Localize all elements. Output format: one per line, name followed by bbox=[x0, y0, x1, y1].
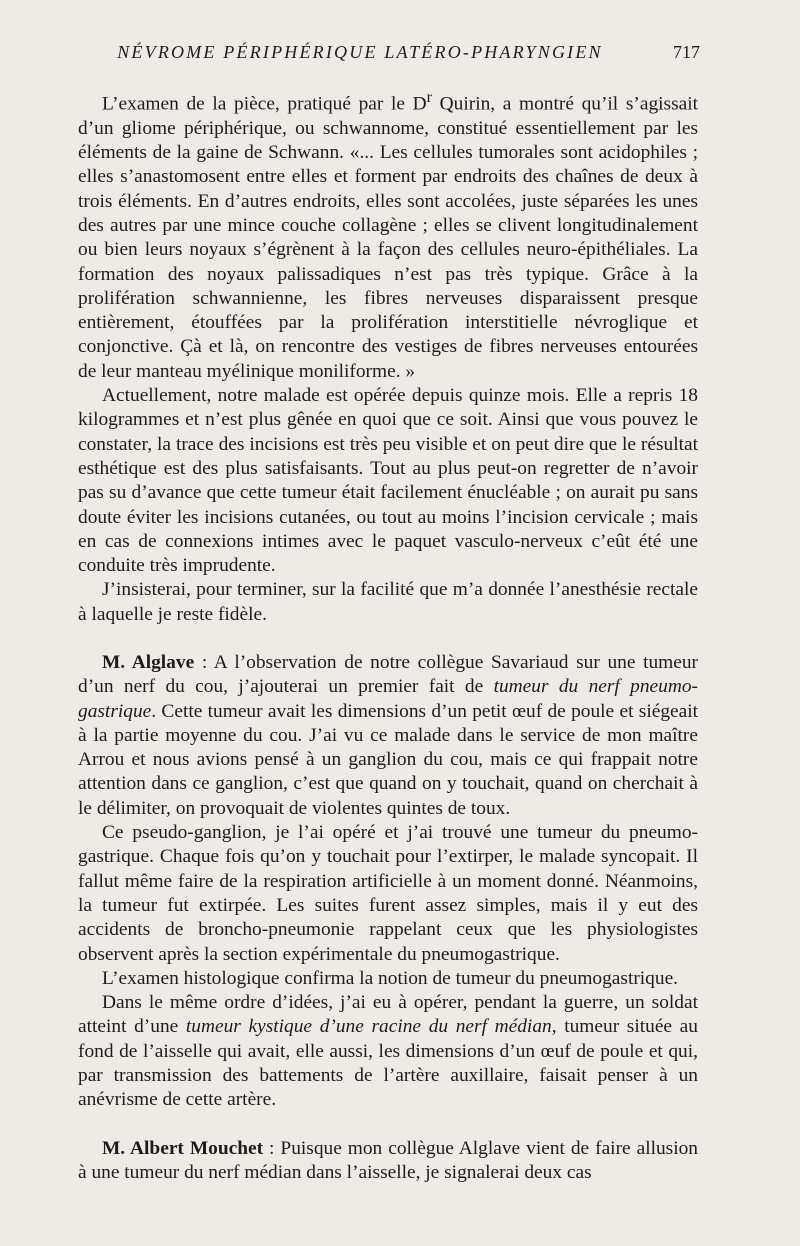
speaker-name: M. Albert Mouchet bbox=[102, 1137, 264, 1159]
body-text bbox=[78, 86, 698, 1185]
text-run: , tumeur située au fond de l’aisselle qui avait, elle aussi, les dimensions d’un œuf de poule et qui, par transmission des battements de l’artère auxillaire, faisait penser à un anévrisme de cette artère. bbox=[78, 1016, 698, 1111]
text-run: L’examen de la pièce, pratiqué par le D bbox=[102, 93, 427, 115]
italic-text: tumeur kystique d’une racine du nerf médian bbox=[185, 1016, 552, 1038]
superscript: r bbox=[426, 89, 433, 106]
text-run: . Cette tumeur avait les dimensions d’un petit œuf de poule et siégeait à la partie moyenne du cou. J’ai vu ce malade dans le service de mon maître Arrou et nous avions pensé à un ganglion du cou, mais ce qui frappait notre attention dans ce ganglion, c’est que quand on y touchait, quand on cherchait à le délimiter, on provoquait de violentes quintes de toux. bbox=[78, 700, 698, 819]
paragraph-alglave bbox=[78, 651, 698, 821]
paragraph-histology-report bbox=[78, 86, 698, 384]
running-header bbox=[80, 42, 700, 66]
paragraph-pseudo-ganglion: Ce pseudo-ganglion, je l’ai opéré et j’ai trouvé une tumeur du pneumogastrique. Chaque fois qu’on y touchait pour l’extirper, le malade syncopait. Il fallut même faire de la respiration artificielle à un moment donné. Néanmoins, la tumeur fut extirpée. Les suites furent assez simples, mais il y eut des accidents de broncho-pneumonie rappelant ceux que les physiologistes observent après la section expérimentale du pneumogastrique. bbox=[78, 822, 698, 965]
paragraph-histology-confirm: L’examen histologique confirma la notion de tumeur du pneumogastrique. bbox=[102, 967, 679, 989]
text-run: : A l’observation de notre collègue Savariaud sur une tumeur d’un nerf du cou, j’ajouterai un premier fait de bbox=[78, 652, 698, 698]
page-number: 717 bbox=[673, 42, 700, 62]
paragraph-anesthesia: J’insisterai, pour terminer, sur la facilité que m’a donnée l’anesthésie rectale à laquelle je reste fidèle. bbox=[78, 579, 698, 625]
text-run: Dans le même ordre d’idées, j’ai eu à opérer, pendant la guerre, un soldat atteint d’une bbox=[78, 992, 698, 1038]
italic-text: tumeur du nerf pneumogastrique bbox=[78, 676, 699, 722]
paragraph-outcome: Actuellement, notre malade est opérée depuis quinze mois. Elle a repris 18 kilogrammes et n’est plus gênée en quoi que ce soit. Ainsi que vous pouvez le constater, la trace des incisions est très peu visible et on peut dire que le résultat esthétique est des plus satisfaisants. Tout au plus peut-on regretter de n’avoir pas su d’avance que cette tumeur était facilement énucléable ; on aurait pu sans doute éviter les incisions cutanées, ou tout au moins l’incision cervicale ; mais en cas de connexions intimes avec le paquet vasculo-nerveux c’eût été une conduite très imprudente. bbox=[78, 385, 698, 577]
text-run: : Puisque mon collègue Alglave vient de faire allusion à une tumeur du nerf médian dans l’aisselle, je signalerai deux cas bbox=[78, 1137, 698, 1183]
text-run: Quirin, a montré qu’il s’agissait d’un gliome périphérique, ou schwannome, constitué essentiellement par les éléments de la gaine de Schwann. «... Les cellules tumorales sont acidophiles ; elles s’anastomosent entre elles et forment par endroits des chaînes de deux à trois éléments. En d’autres endroits, elles sont accolées, juste séparées les unes des autres par une mince couche collagène ; elles se clivent longitudinalement ou bien leurs noyaux s’égrènent à la façon des cellules neuro-épithéliales. La formation des noyaux palissadiques n’est pas très typique. Grâce à la prolifération schwannienne, les fibres nerveuses disparaissent presque entièrement, étouffées par la prolifération interstitielle névroglique et conjonctive. Çà et là, on rencontre des vestiges de fibres nerveuses entourées de leur manteau myélinique moniliforme. » bbox=[78, 93, 698, 382]
running-title: NÉVROME PÉRIPHÉRIQUE LATÉRO-PHARYNGIEN bbox=[117, 42, 603, 62]
speaker-name: M. Alglave bbox=[102, 652, 195, 673]
paragraph-median-nerve bbox=[78, 991, 698, 1112]
paragraph-mouchet bbox=[78, 1137, 698, 1186]
